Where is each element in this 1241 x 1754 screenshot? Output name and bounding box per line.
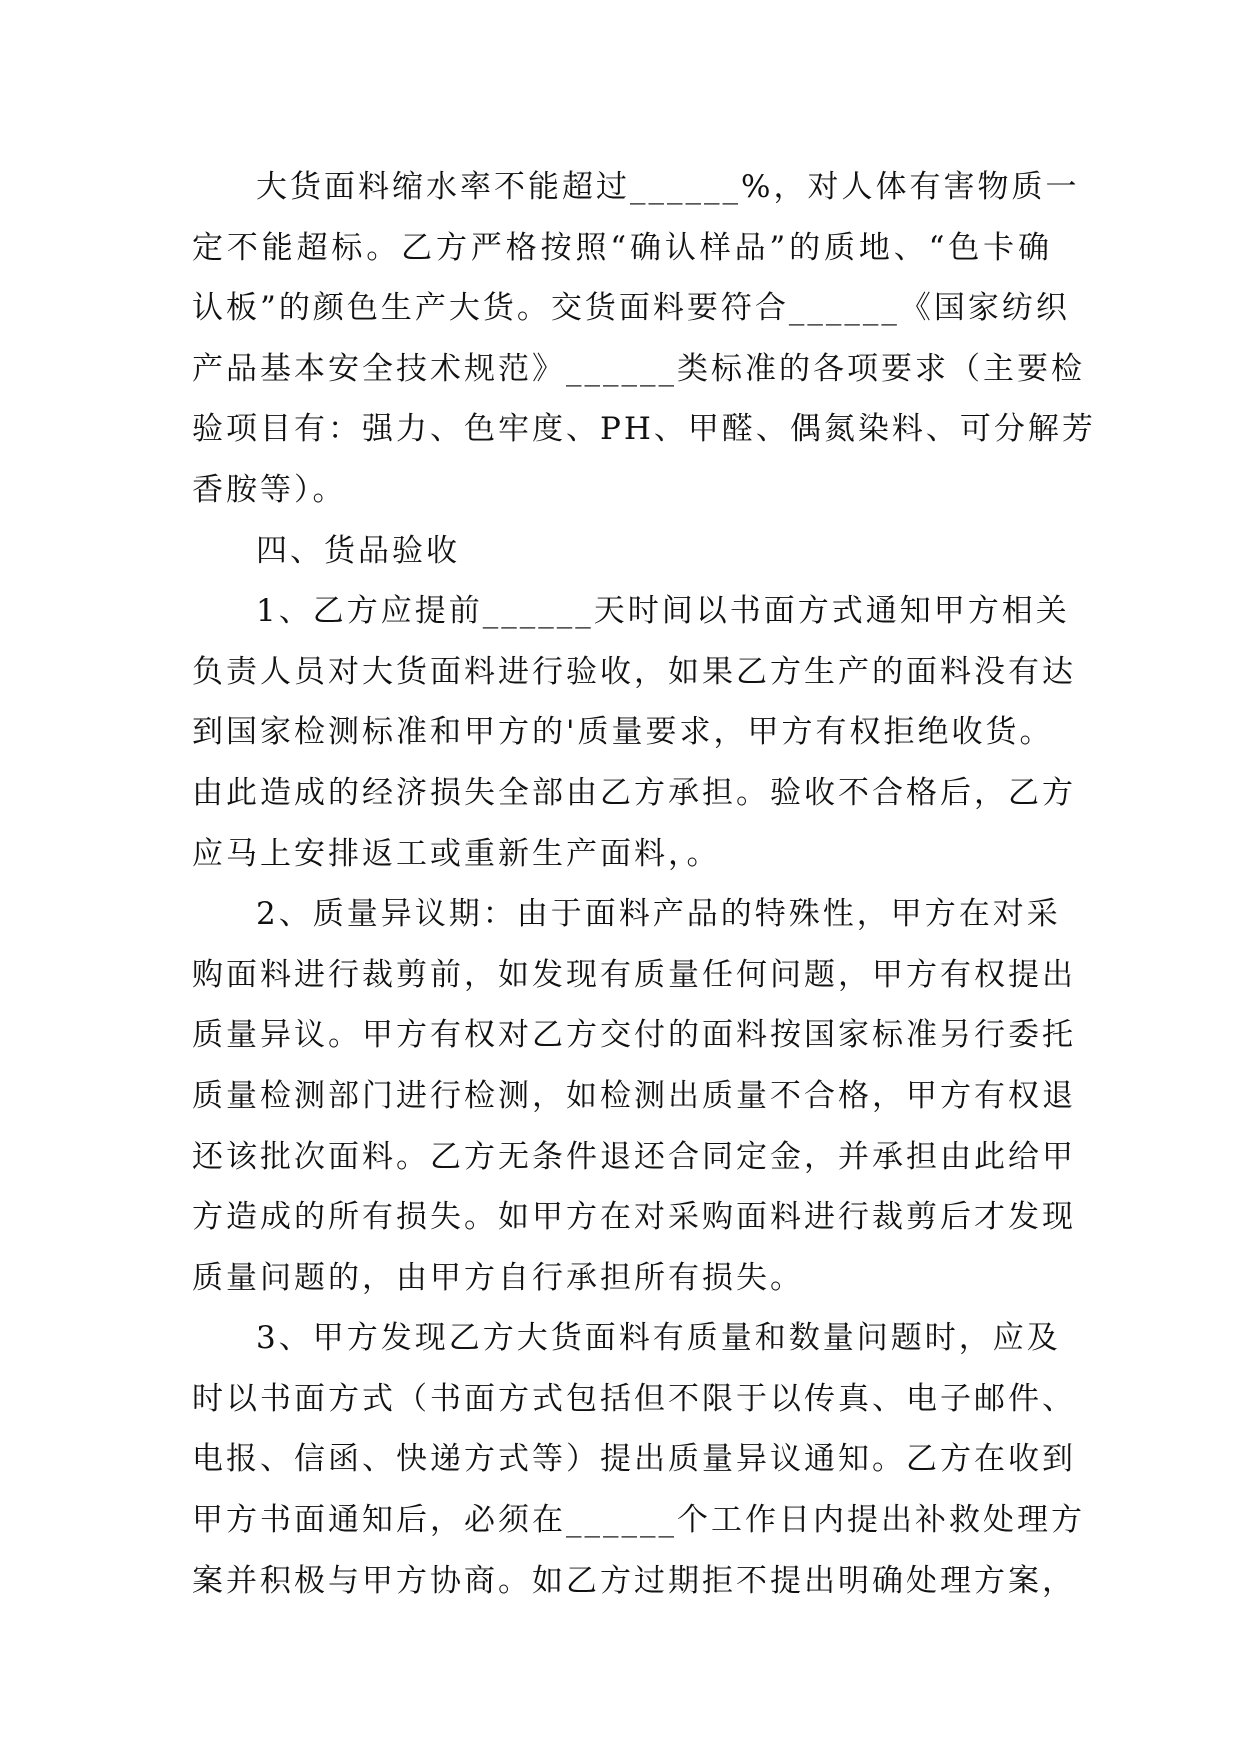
text-line: 到国家检测标准和甲方的'质量要求，甲方有权拒绝收货。	[192, 714, 1054, 751]
text-line: 认板”的颜色生产大货。交货面料要符合______《国家纺织	[192, 290, 1070, 327]
text-line: 由此造成的经济损失全部由乙方承担。验收不合格后，乙方	[192, 774, 1076, 811]
text-line: 定不能超标。乙方严格按照“确认样品”的质地、“色卡确	[192, 229, 1052, 266]
text-line: 案并积极与甲方协商。如乙方过期拒不提出明确处理方案，	[192, 1562, 1076, 1599]
clause-1	[192, 581, 1076, 884]
text-line: 质量检测部门进行检测，如检测出质量不合格，甲方有权退	[192, 1077, 1076, 1114]
text-line: 负责人员对大货面料进行验收，如果乙方生产的面料没有达	[192, 653, 1076, 690]
text-line: 电报、信函、快递方式等）提出质量异议通知。乙方在收到	[192, 1441, 1076, 1478]
text-line: 1、乙方应提前______天时间以书面方式通知甲方相关	[256, 593, 1070, 630]
section-heading: 四、货品验收	[256, 532, 460, 569]
text-line: 验项目有：强力、色牢度、PH、甲醛、偶氮染料、可分解芳	[192, 411, 1096, 448]
text-line: 时以书面方式（书面方式包括但不限于以传真、电子邮件、	[192, 1380, 1076, 1417]
text-line: 2、质量异议期：由于面料产品的特殊性，甲方在对采	[256, 896, 1061, 933]
text-line: 质量异议。甲方有权对乙方交付的面料按国家标准另行委托	[192, 1017, 1076, 1054]
document-page	[192, 157, 1096, 1611]
text-line: 方造成的所有损失。如甲方在对采购面料进行裁剪后才发现	[192, 1199, 1076, 1236]
text-line: 产品基本安全技术规范》______类标准的各项要求（主要检	[192, 350, 1085, 387]
clause-3	[192, 1308, 1085, 1611]
clause-2	[192, 884, 1076, 1308]
text-line: 购面料进行裁剪前，如发现有质量任何问题，甲方有权提出	[192, 956, 1076, 993]
text-line: 大货面料缩水率不能超过______%，对人体有害物质一	[256, 169, 1080, 205]
text-line: 甲方书面通知后，必须在______个工作日内提出补救处理方	[192, 1502, 1085, 1539]
paragraph-fabric-standards	[192, 157, 1096, 521]
text-line: 还该批次面料。乙方无条件退还合同定金，并承担由此给甲	[192, 1138, 1076, 1175]
text-line: 质量问题的，由甲方自行承担所有损失。	[192, 1259, 804, 1296]
text-line: 香胺等）。	[192, 471, 347, 508]
section-heading-acceptance	[192, 521, 1052, 582]
text-line: 应马上安排返工或重新生产面料，。	[192, 835, 721, 872]
text-line: 3、甲方发现乙方大货面料有质量和数量问题时，应及	[256, 1320, 1061, 1357]
